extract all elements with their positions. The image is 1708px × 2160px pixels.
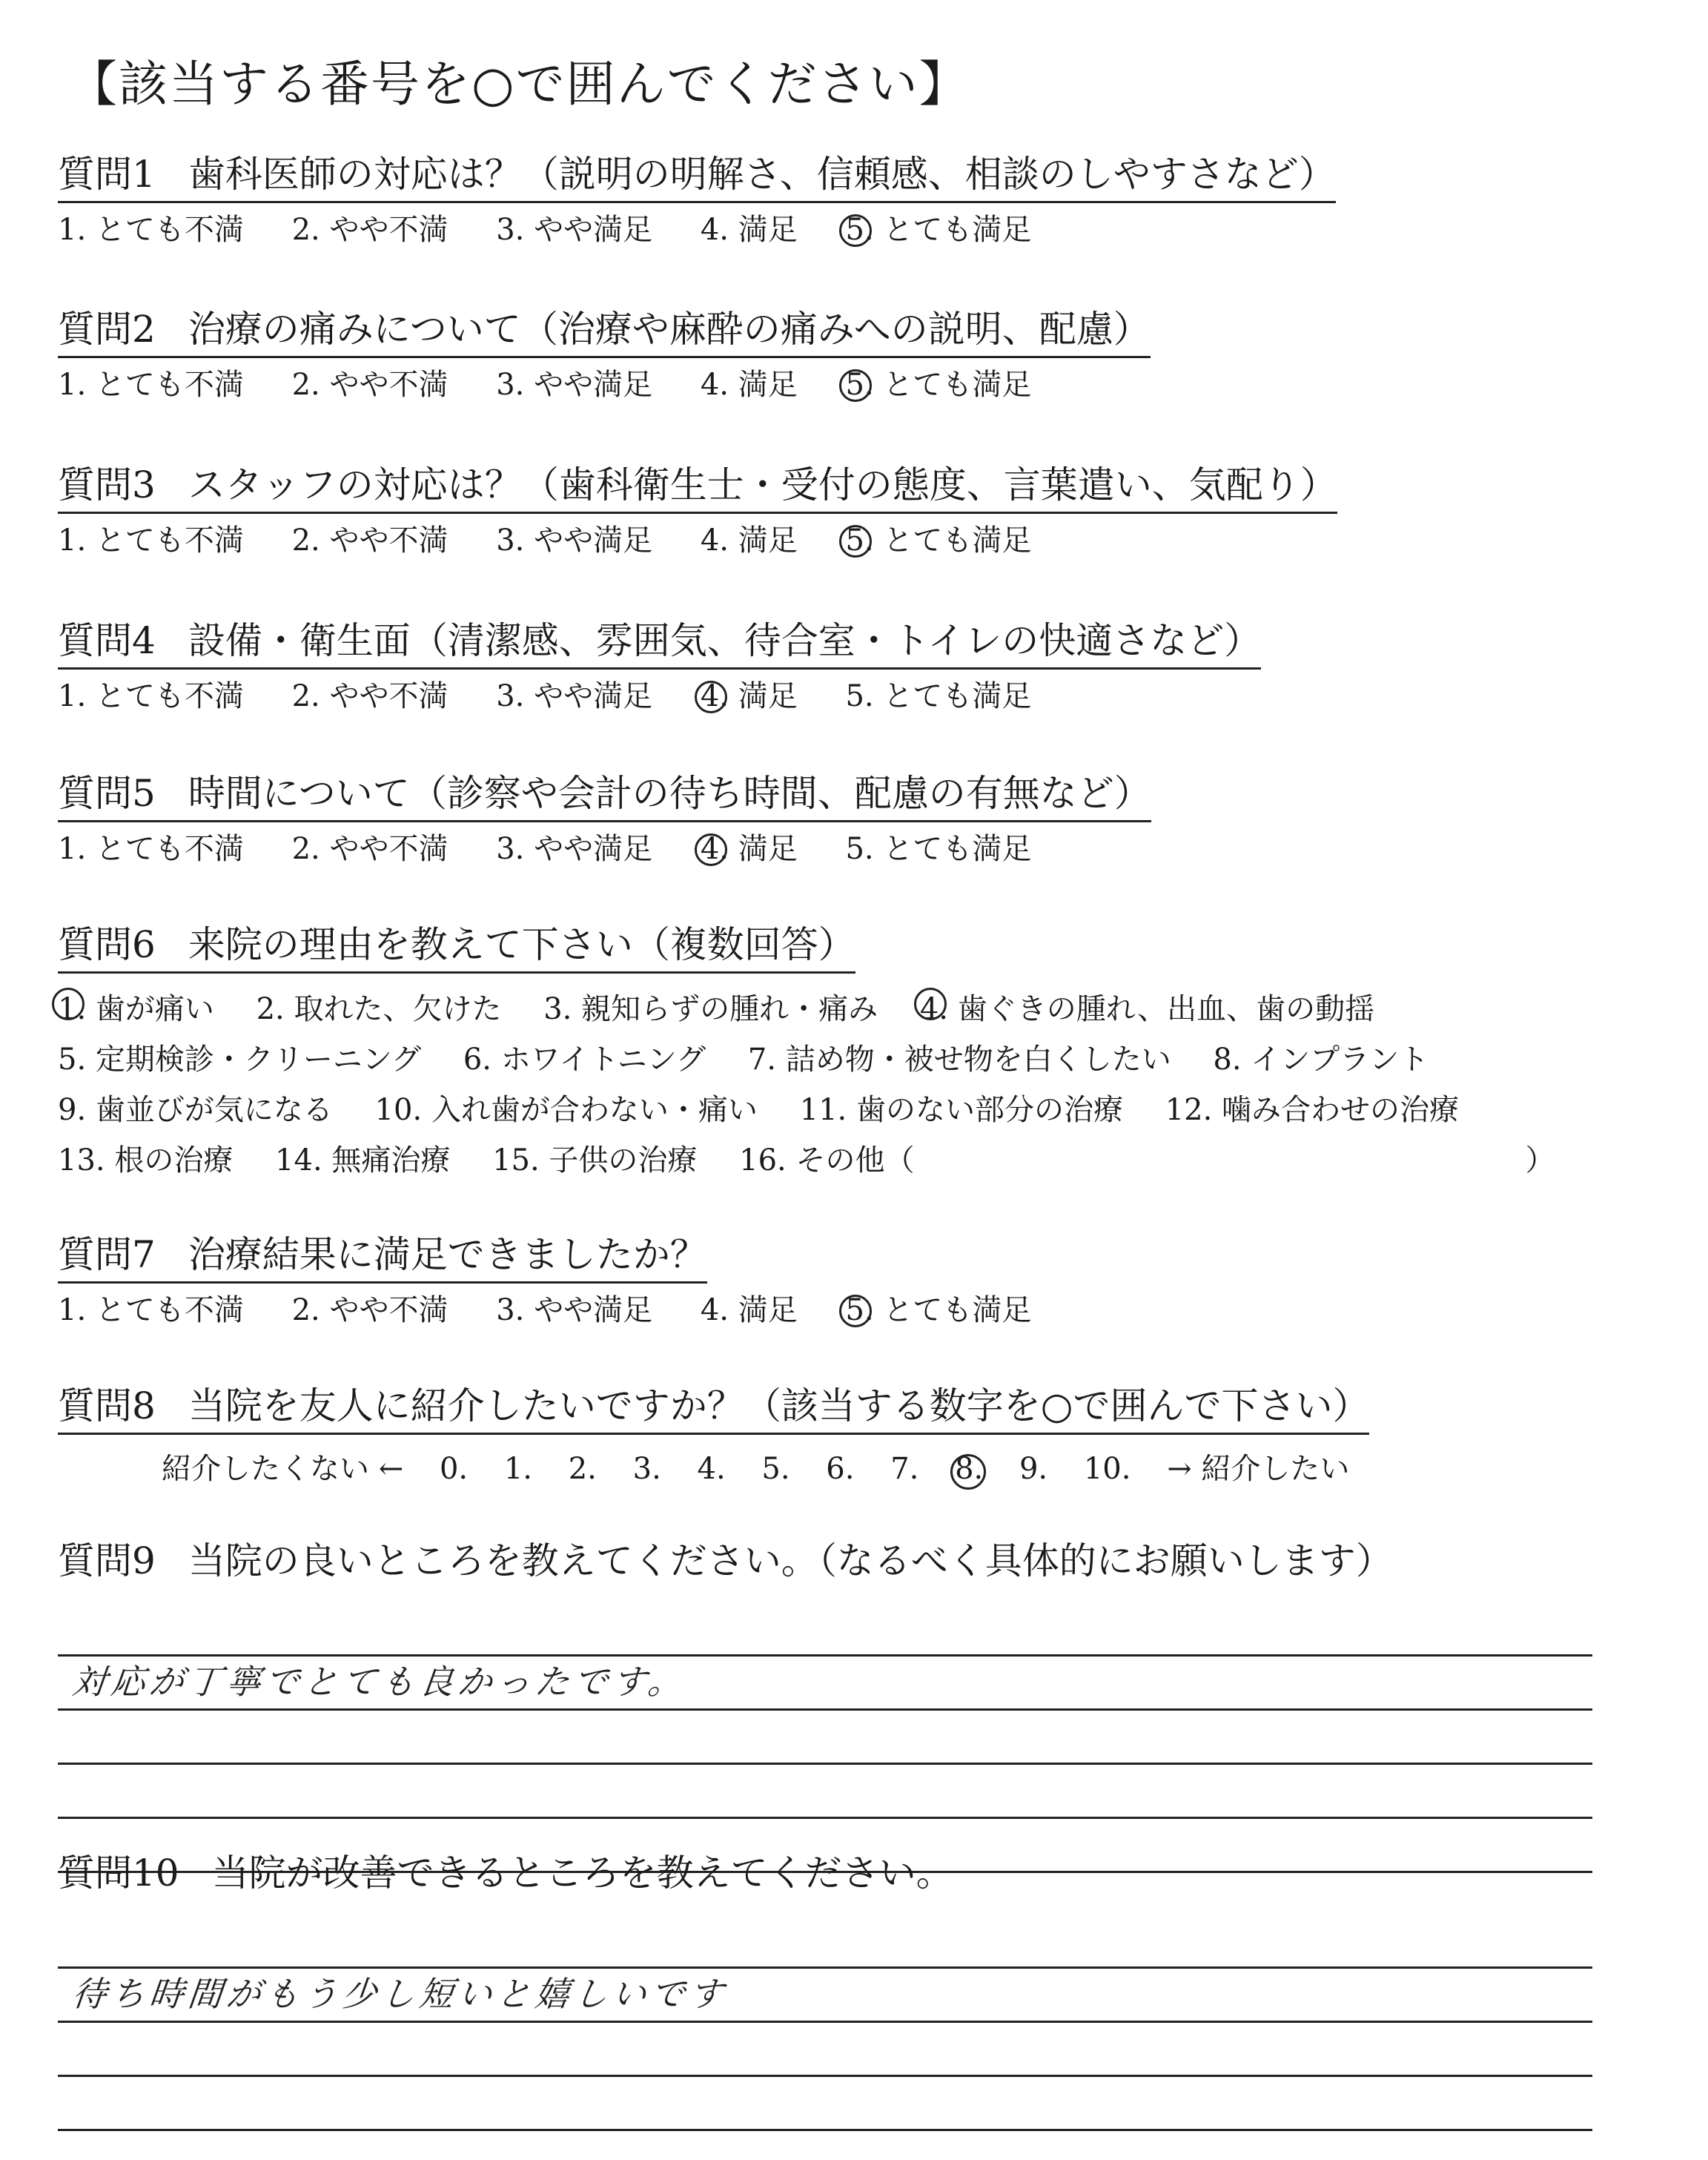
q3-option-4[interactable]: 4. 満足 (700, 524, 798, 558)
question-7 (58, 1232, 1674, 1330)
question-3-note: （歯科衛生士・受付の態度、言葉遣い、気配り） (521, 463, 1337, 506)
question-1-title (58, 152, 1336, 203)
question-1-options (58, 211, 1674, 249)
answer-line (58, 1969, 1592, 2023)
q3-option-3[interactable]: 3. やや満足 (496, 524, 653, 558)
q6-option-2[interactable]: 2. 取れた、欠けた (256, 992, 502, 1026)
question-10 (58, 1851, 1674, 2131)
question-2-title (58, 307, 1151, 358)
scale-8[interactable]: 8. (955, 1452, 984, 1486)
q6-option-13[interactable]: 13. 根の治療 (58, 1143, 234, 1178)
reason-row-2 (58, 1034, 1674, 1085)
question-10-answer-area[interactable] (58, 1915, 1592, 2131)
question-6-label: 質問6 (58, 923, 156, 966)
scale-0[interactable]: 0. (439, 1452, 469, 1486)
q7-option-2[interactable]: 2. やや不満 (291, 1293, 448, 1327)
q6-option-4[interactable]: 4. 歯ぐきの腫れ、出血、歯の動揺 (920, 984, 1374, 1034)
handwritten-answer-9: 対応が丁寧でとても良かったです。 (70, 1662, 689, 1702)
answer-line (58, 1765, 1592, 1819)
scale-5[interactable]: 5. (761, 1452, 790, 1486)
q5-option-4[interactable]: 4. 満足 (701, 830, 798, 868)
q6-other-close: ） (1525, 1143, 1555, 1178)
question-1 (58, 152, 1674, 249)
recommend-scale (58, 1445, 1674, 1487)
question-3-label: 質問3 (58, 463, 156, 506)
q2-option-5[interactable]: 5. とても満足 (845, 366, 1031, 404)
q5-option-5[interactable]: 5. とても満足 (845, 832, 1032, 866)
q7-option-1[interactable]: 1. とても不満 (58, 1293, 244, 1327)
q1-option-3[interactable]: 3. やや満足 (496, 213, 653, 247)
q7-option-3[interactable]: 3. やや満足 (496, 1293, 653, 1327)
q6-option-12[interactable]: 12. 噛み合わせの治療 (1165, 1093, 1460, 1127)
question-5-title (58, 771, 1151, 822)
q6-option-1[interactable]: 1. 歯が痛い (58, 984, 214, 1034)
q6-option-11[interactable]: 11. 歯のない部分の治療 (799, 1093, 1123, 1127)
question-2-text: 治療の痛みについて (188, 308, 521, 351)
handwritten-answer-10: 待ち時間がもう少し短いと嬉しいです (70, 1974, 730, 2014)
q5-option-1[interactable]: 1. とても不満 (58, 832, 244, 866)
answer-line (58, 1915, 1592, 1969)
answer-line (58, 1657, 1592, 1711)
q2-option-2[interactable]: 2. やや不満 (291, 368, 448, 402)
scale-low-label: 紹介したくない ← (162, 1452, 404, 1486)
question-1-text: 歯科医師の対応は？ (188, 153, 522, 196)
answer-line (58, 2023, 1592, 2077)
question-6-title (58, 922, 855, 974)
question-7-options (58, 1291, 1674, 1330)
question-4-title (58, 618, 1261, 670)
question-6-options (58, 984, 1674, 1186)
question-3-text: スタッフの対応は？ (188, 463, 522, 506)
question-9-title (58, 1539, 1393, 1588)
question-5-options (58, 830, 1674, 868)
scale-2[interactable]: 2. (568, 1452, 597, 1486)
q3-option-2[interactable]: 2. やや不満 (291, 524, 448, 558)
q6-option-3[interactable]: 3. 親知らずの腫れ・痛み (543, 992, 878, 1026)
q6-option-10[interactable]: 10. 入れ歯が合わない・痛い (374, 1093, 758, 1127)
question-9 (58, 1539, 1674, 1873)
question-4-text: 設備・衛生面 (188, 619, 411, 662)
scale-10[interactable]: 10. (1083, 1452, 1131, 1486)
question-9-note: （なるべく具体的にお願いします） (818, 1539, 1393, 1582)
scale-7[interactable]: 7. (890, 1452, 919, 1486)
q7-option-4[interactable]: 4. 満足 (700, 1293, 798, 1327)
scale-6[interactable]: 6. (826, 1452, 855, 1486)
q6-option-5[interactable]: 5. 定期検診・クリーニング (58, 1043, 422, 1077)
question-6-text: 来院の理由を教えて下さい (188, 923, 633, 966)
question-8-title (58, 1384, 1369, 1435)
question-4 (58, 618, 1674, 716)
q6-option-8[interactable]: 8. インプラント (1213, 1043, 1429, 1077)
question-3 (58, 463, 1674, 560)
question-2-label: 質問2 (58, 308, 156, 351)
q1-option-4[interactable]: 4. 満足 (700, 213, 798, 247)
question-10-text: 当院が改善できるところを教えてください。 (211, 1852, 953, 1895)
question-1-note: （説明の明解さ、信頼感、相談のしやすさなど） (521, 153, 1336, 196)
question-1-label: 質問1 (58, 153, 156, 196)
question-8 (58, 1384, 1674, 1487)
page-title: 【該当する番号を○で囲んでください】 (68, 56, 970, 113)
question-4-options (58, 677, 1674, 716)
q2-option-1[interactable]: 1. とても不満 (58, 368, 244, 402)
question-9-text: 当院の良いところを教えてください。 (188, 1539, 818, 1582)
scale-3[interactable]: 3. (632, 1452, 661, 1486)
question-10-title (58, 1851, 953, 1900)
q4-option-4[interactable]: 4. 満足 (701, 677, 798, 716)
question-6 (58, 922, 1674, 1186)
q1-option-1[interactable]: 1. とても不満 (58, 213, 244, 247)
q6-option-14[interactable]: 14. 無痛治療 (275, 1143, 451, 1178)
question-8-label: 質問8 (58, 1384, 156, 1427)
question-7-title (58, 1232, 707, 1284)
question-6-note: （複数回答） (632, 923, 855, 966)
question-9-answer-area[interactable] (58, 1602, 1592, 1873)
question-8-text: 当院を友人に紹介したいですか？ (188, 1384, 744, 1427)
answer-line (58, 1711, 1592, 1765)
question-5 (58, 771, 1674, 868)
q2-option-4[interactable]: 4. 満足 (700, 368, 798, 402)
q6-option-6[interactable]: 6. ホワイトニング (463, 1043, 706, 1077)
question-7-label: 質問7 (58, 1233, 156, 1276)
scale-4[interactable]: 4. (697, 1452, 726, 1486)
q6-option-7[interactable]: 7. 詰め物・被せ物を白くしたい (747, 1043, 1171, 1077)
q2-option-3[interactable]: 3. やや満足 (496, 368, 653, 402)
question-2-options (58, 366, 1674, 404)
scale-high-label: → 紹介したい (1167, 1452, 1350, 1486)
question-5-text: 時間について (188, 772, 410, 815)
reason-row-4 (58, 1135, 1674, 1186)
q6-option-16[interactable]: 16. その他（ (739, 1143, 915, 1178)
q1-option-5[interactable]: 5. とても満足 (845, 211, 1031, 249)
question-4-label: 質問4 (58, 619, 156, 662)
question-5-label: 質問5 (58, 772, 156, 815)
q5-option-3[interactable]: 3. やや満足 (496, 832, 653, 866)
q4-option-5[interactable]: 5. とても満足 (845, 679, 1032, 713)
q4-option-2[interactable]: 2. やや不満 (291, 679, 448, 713)
question-9-label: 質問9 (58, 1539, 156, 1582)
question-10-label: 質問10 (58, 1852, 179, 1895)
question-7-text: 治療結果に満足できましたか？ (188, 1233, 707, 1276)
q6-option-15[interactable]: 15. 子供の治療 (492, 1143, 698, 1178)
q5-option-2[interactable]: 2. やや不満 (291, 832, 448, 866)
question-4-note: （清潔感、雰囲気、待合室・トイレの快適さなど） (410, 619, 1262, 662)
question-3-title (58, 463, 1337, 514)
answer-line (58, 1602, 1592, 1657)
question-5-note: （診察や会計の待ち時間、配慮の有無など） (409, 772, 1151, 815)
reason-row-1 (58, 984, 1674, 1034)
question-2-note: （治療や麻酔の痛みへの説明、配慮） (520, 308, 1151, 351)
reason-row-3 (58, 1085, 1674, 1135)
question-8-note: （該当する数字を○で囲んで下さい） (744, 1384, 1370, 1427)
q6-option-9[interactable]: 9. 歯並びが気になる (58, 1093, 333, 1127)
q1-option-2[interactable]: 2. やや不満 (291, 213, 448, 247)
q7-option-5[interactable]: 5. とても満足 (845, 1291, 1031, 1330)
q3-option-5[interactable]: 5. とても満足 (845, 521, 1031, 560)
question-2 (58, 307, 1674, 404)
q3-option-1[interactable]: 1. とても不満 (58, 524, 244, 558)
q4-option-1[interactable]: 1. とても不満 (58, 679, 244, 713)
question-3-options (58, 521, 1674, 560)
scale-9[interactable]: 9. (1019, 1452, 1048, 1486)
scale-1[interactable]: 1. (503, 1452, 533, 1486)
q4-option-3[interactable]: 3. やや満足 (496, 679, 653, 713)
answer-line (58, 2077, 1592, 2131)
